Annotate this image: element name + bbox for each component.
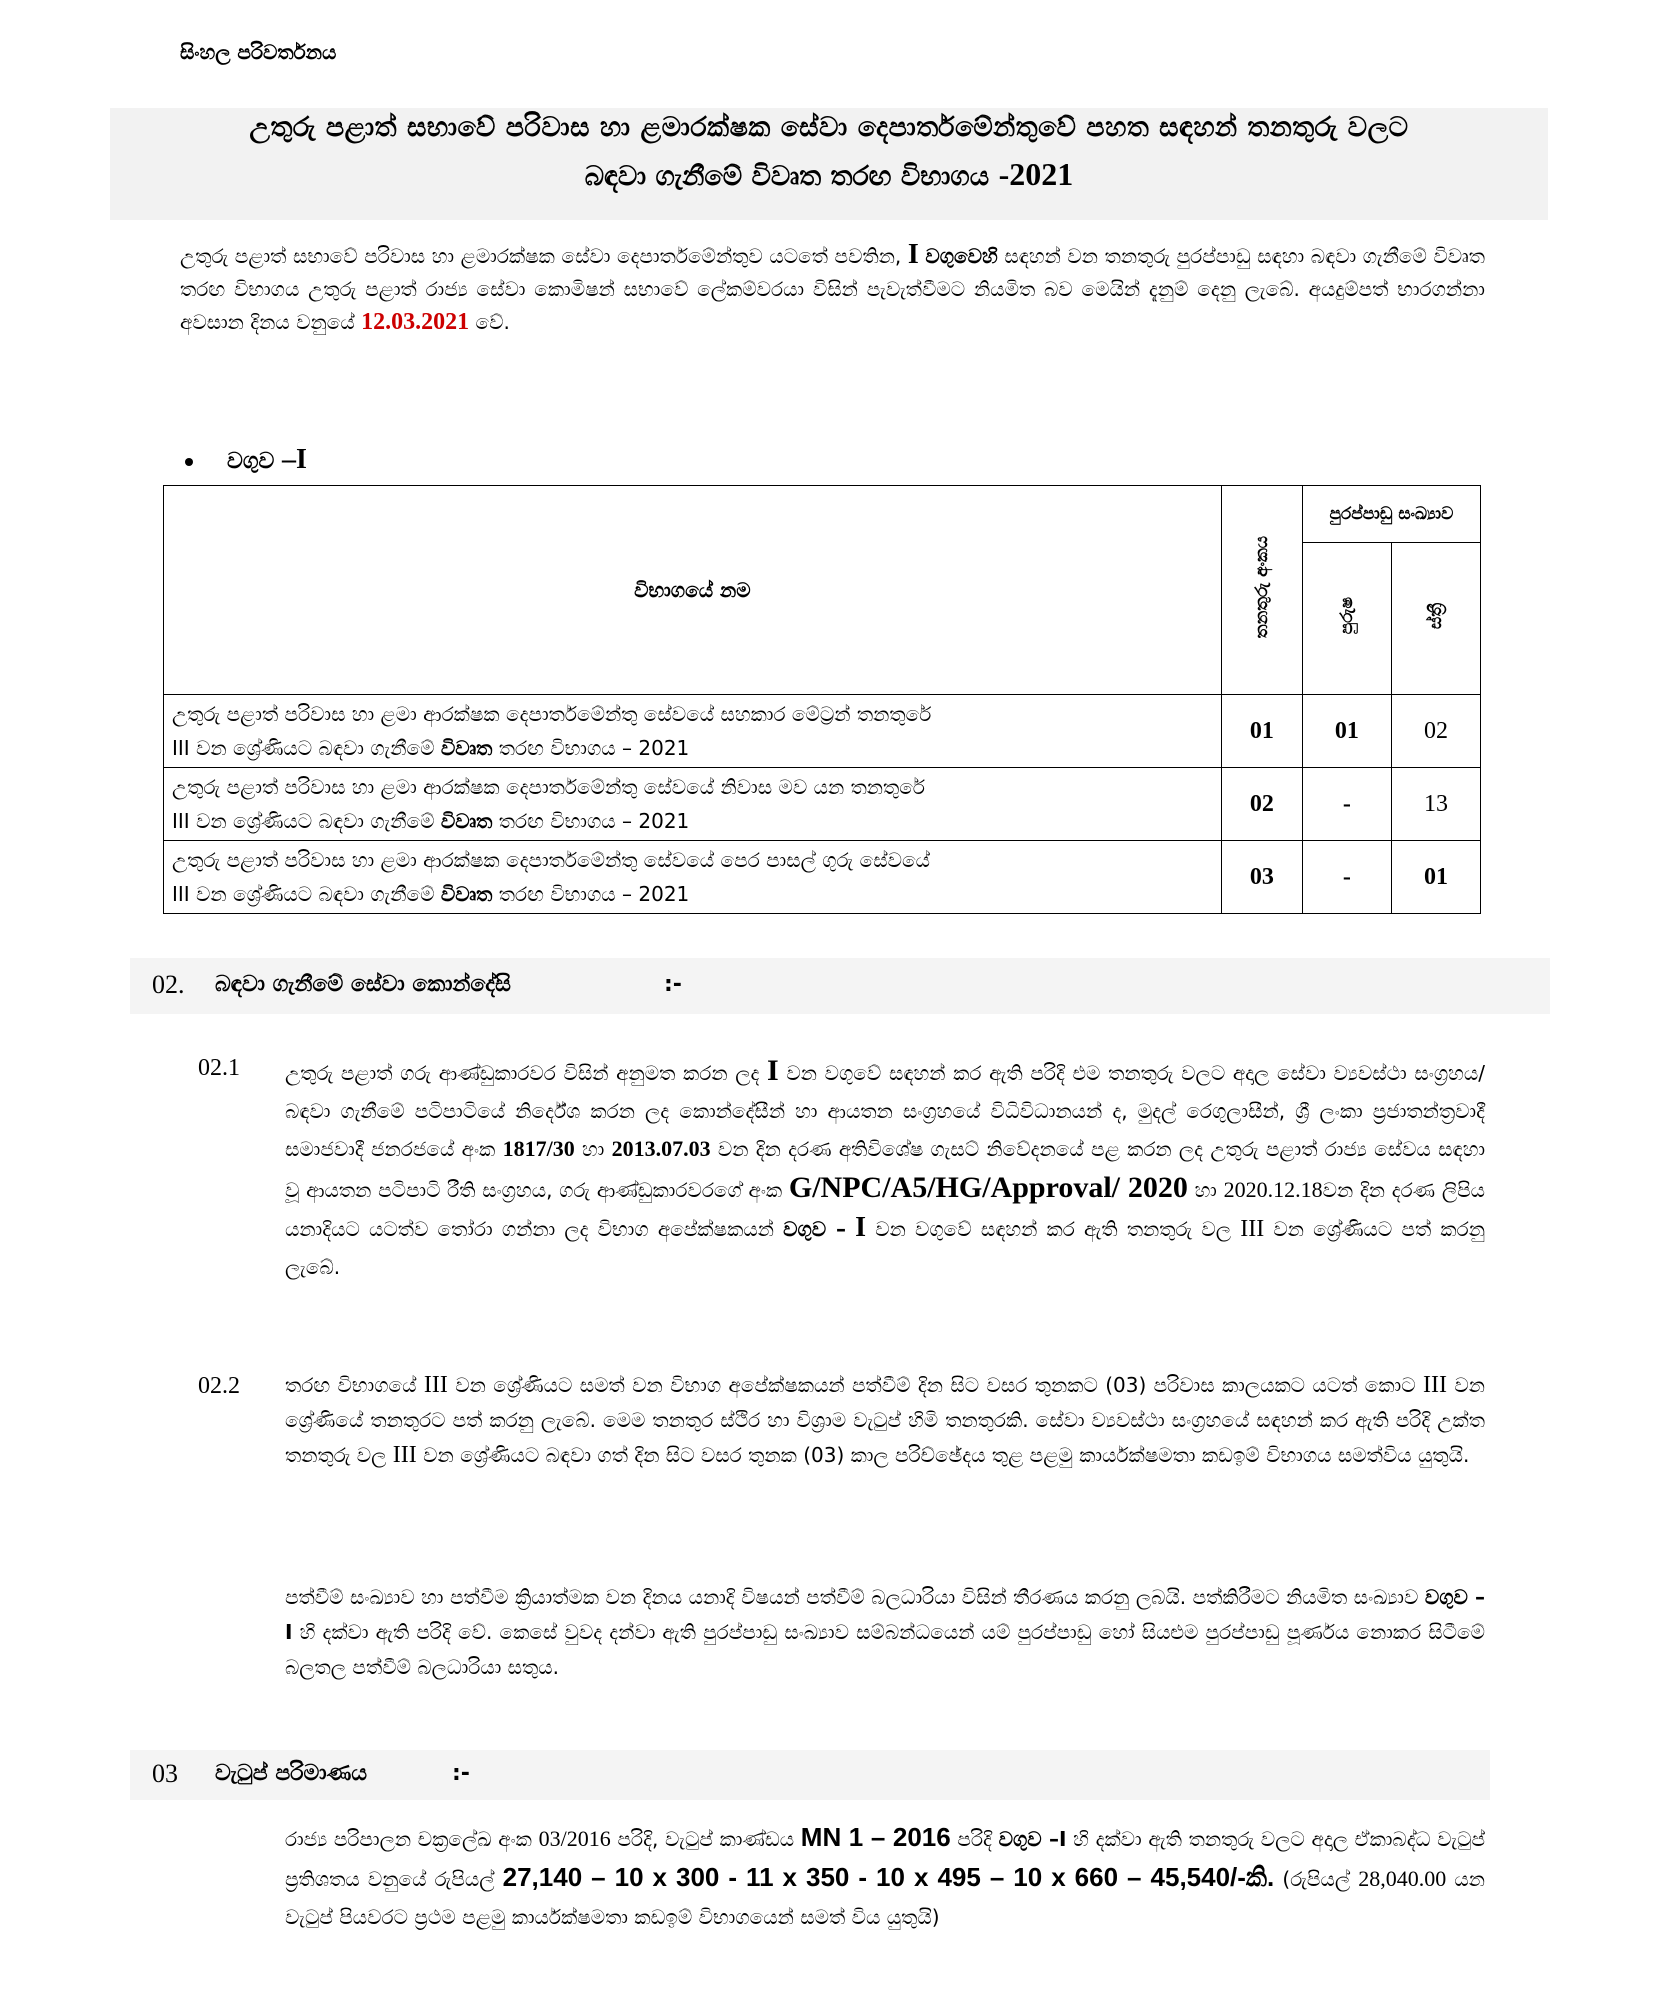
exam-name-line1: උතුරු පළාත් පරිවාස හා ළමා ආරක්ෂක දෙපාර්තමේන්තු සේවයේ සහකාර මේට්‍රන් තනතුරේ xyxy=(172,702,932,726)
document-title xyxy=(110,108,1548,220)
female-cell: 13 xyxy=(1391,768,1480,841)
intro-text-2: සඳහන් වන තනතුරු පුරප්පාඩු සඳහා බඳවා ගැනීමේ විවෘත තරඟ විභාගය උතුරු පළාත් රාජ්‍ය සේවා කොමිෂන් සභාවේ ලේකම්වරයා විසින් පැවැත්වීමට නියමිත බව මෙයින් දැනුම් දෙනු ලැබේ. අයදුම්පත් භාරගන්නා අවසාන දිනය වනුයේ xyxy=(180,244,1485,334)
post-no-cell: 02 xyxy=(1221,768,1302,841)
header-female-text: ස්ත්‍රී xyxy=(1425,602,1446,630)
exam-name-cell xyxy=(164,768,1222,841)
schedule-grade: –I xyxy=(282,444,307,475)
language-label: සිංහල පරිවර්තනය xyxy=(180,40,337,64)
closing-date: 12.03.2021 xyxy=(361,309,470,335)
table-row xyxy=(164,841,1481,914)
header-male xyxy=(1302,543,1391,695)
header-post-no-text: තනතුරු අංකය xyxy=(1251,536,1272,639)
exam-name-cell xyxy=(164,695,1222,768)
clause-2-2-text: තරඟ විභාගයේ III වන ශ්‍රේණියට සමත් වන විභාග අපේක්ෂකයන් පත්වීම් දින සිට වසර තුනකට (03) පරිවාස කාලයකට යටත් කොට III වන ශ්‍රේණියේ තනතුරට පත් කරනු ලැබේ. මෙම තනතුර ස්ථිර හා විශ්‍රාම වැටුප් හිමි තනතුරකි. සේවා ව්‍යවස්ථා සංග්‍රහයේ සඳහන් කර ඇති පරිදි උක්ත තනතුරු වල III වන ශ්‍රේණියට බඳවා ගත් දින සිට වසර තුනක (03) කාල පරිච්ඡේදය තුළ පළමු කාර්යක්ෂමතා කඩඉම් විභාගය සමත්විය යුතුයි. xyxy=(285,1372,1485,1468)
section-3-header xyxy=(130,1750,1490,1800)
clause-2-1-text: උතුරු පළාත් ගරු ආණ්ඩුකාරවර විසින් අනුමත කරන ලද I වන වගුවේ සඳහන් කර ඇති පරිදි එම තනතුරු වලට අදාල සේවා ව්‍යවස්ථා සංග්‍රහය/බඳවා ගැනීමේ පටිපාටියේ නිර්දේශ කරන ලද කොන්දේසීන් හා ආයතන සංග්‍රහයේ විධිවිධානයන් ද, මුදල් රෙගුලාසීන්, ශ්‍රී ලංකා ප්‍රජාතන්ත්‍රවාදී සමාජවාදී ජනරජයේ අංක 1817/30 හා 2013.07.03 වන දින දරණ අතිවිශේෂ ගැසට් නිවේදනයේ පළ කරන ලද උතුරු පළාත් රාජ්‍ය සේවය සඳහා වූ ආයතන පටිපාටි රීති සංග්‍රහය, ගරු ආණ්ඩුකාරවරගේ අංක G/NPC/A5/HG/Approval/ 2020 හා 2020.12.18වන දින දරණ ලිපිය යනාදියට යටත්ව තෝරා ගන්නා ලද විභාග අපේක්ෂකයන් වගුව – I වන වගුවේ සඳහන් කර ඇති තනතුරු වල III වන ශ්‍රේණියට පත් කරනු ලැබේ. xyxy=(285,1054,1486,1279)
section-3-suffix: :- xyxy=(452,1761,470,1786)
male-cell: - xyxy=(1302,768,1391,841)
header-vacancies: පුරප්පාඩු සංඛ්‍යාව xyxy=(1302,486,1480,543)
intro-grade-word: වගුවෙහි xyxy=(925,244,998,268)
male-cell: 01 xyxy=(1302,695,1391,768)
schedule-label: වගුව xyxy=(227,449,275,474)
header-exam-name: විභාගයේ නම xyxy=(164,486,1222,695)
table-row xyxy=(164,768,1481,841)
salary-paragraph: රාජ්‍ය පරිපාලන චක්‍රලේඛ අංක 03/2016 පරිදි, වැටුප් කාණ්ඩය MN 1 – 2016 පරිදි වගුව –I හි දක්වා ඇති තනතුරු වලට අදාල ඒකාබද්ධ වැටුප් ප්‍රතිශතය වනුයේ රුපියල් 27,140 – 10 x 300 - 11 x 350 - 10 x 495 – 10 x 660 – 45,540/-කි. (රුපියල් 28,040.00 යන වැටුප් පියවරට ප්‍රථම පළමු කාර්යක්ෂමතා කඩඉම් විභාගයෙන් සමත් විය යුතුයි) xyxy=(285,1822,1486,1929)
female-cell: 01 xyxy=(1391,841,1480,914)
header-male-text: පුරුෂ xyxy=(1336,597,1357,635)
male-cell: - xyxy=(1302,841,1391,914)
title-line-1: උතුරු පළාත් සභාවේ පරිවාස හා ළමාරක්ෂක සේවා දෙපාර්තමේන්තුවේ පහත සඳහන් තනතුරු වලට xyxy=(249,112,1409,143)
exam-name-line2: III වන ශ්‍රේණියට බඳවා ගැනීමේ විවෘත තරඟ විභාගය – 2021 xyxy=(172,809,690,833)
header-post-no xyxy=(1221,486,1302,695)
title-year: -2021 xyxy=(998,156,1074,192)
vacancy-table xyxy=(163,485,1481,914)
intro-text-1: උතුරු පළාත් සභාවේ පරිවාස හා ළමාරක්ෂක සේවා දෙපාර්තමේන්තුව යටතේ පවතින, xyxy=(180,244,902,268)
exam-name-cell xyxy=(164,841,1222,914)
section-2-header xyxy=(130,958,1550,1014)
exam-name-line2: III වන ශ්‍රේණියට බඳවා ගැනීමේ විවෘත තරඟ විභාගය – 2021 xyxy=(172,882,690,906)
intro-text-3: වේ. xyxy=(475,310,510,334)
section-2-suffix: :- xyxy=(664,972,682,997)
section-2-number: 02. xyxy=(152,970,185,999)
intro-paragraph xyxy=(180,238,1485,339)
bullet-icon xyxy=(185,458,193,466)
female-cell: 02 xyxy=(1391,695,1480,768)
title-text: බඳවා ගැනීමේ විවෘත තරඟ විභාගය xyxy=(584,161,990,192)
header-female xyxy=(1391,543,1480,695)
clause-2-2-number: 02.2 xyxy=(198,1373,240,1399)
section-3-title: වැටුප් පරිමාණය xyxy=(215,1761,368,1786)
clause-2-1-number: 02.1 xyxy=(198,1055,240,1081)
table-row xyxy=(164,695,1481,768)
section-3-number: 03 xyxy=(152,1759,178,1788)
post-no-cell: 03 xyxy=(1221,841,1302,914)
schedule-heading xyxy=(185,444,307,476)
title-line-2 xyxy=(110,156,1548,193)
exam-name-line2: III වන ශ්‍රේණියට බඳවා ගැනීමේ විවෘත තරඟ විභාගය – 2021 xyxy=(172,736,690,760)
intro-grade: I xyxy=(907,239,919,270)
exam-name-line1: උතුරු පළාත් පරිවාස හා ළමා ආරක්ෂක දෙපාර්තමේන්තු සේවයේ නිවාස මව යන තනතුරේ xyxy=(172,775,925,799)
post-no-cell: 01 xyxy=(1221,695,1302,768)
exam-name-line1: උතුරු පළාත් පරිවාස හා ළමා ආරක්ෂක දෙපාර්තමේන්තු සේවයේ පෙර පාසල් ගුරු සේවයේ xyxy=(172,848,931,872)
clause-2-3-text: පත්වීම් සංඛ්‍යාව හා පත්වීම ක්‍රියාත්මක වන දිනය යනාදි විෂයන් පත්වීම් බලධාරියා විසින් තීරණය කරනු ලබයි. පත්කිරීමට නියමිත සංඛ්‍යාව වගුව –I හි දක්වා ඇති පරිදි වේ. කෙසේ වුවද දන්වා ඇති පුරප්පාඩු සංඛ්‍යාව සම්බන්ධයෙන් යම් පුරප්පාඩු හෝ සියළුම පුරප්පාඩු පූර්ණය නොකර සිටීමේ බලතල පත්වීම් බලධාරියා සතුය. xyxy=(285,1585,1485,1679)
section-2-title: බඳවා ගැනීමේ සේවා කොන්දේසි xyxy=(215,972,511,997)
